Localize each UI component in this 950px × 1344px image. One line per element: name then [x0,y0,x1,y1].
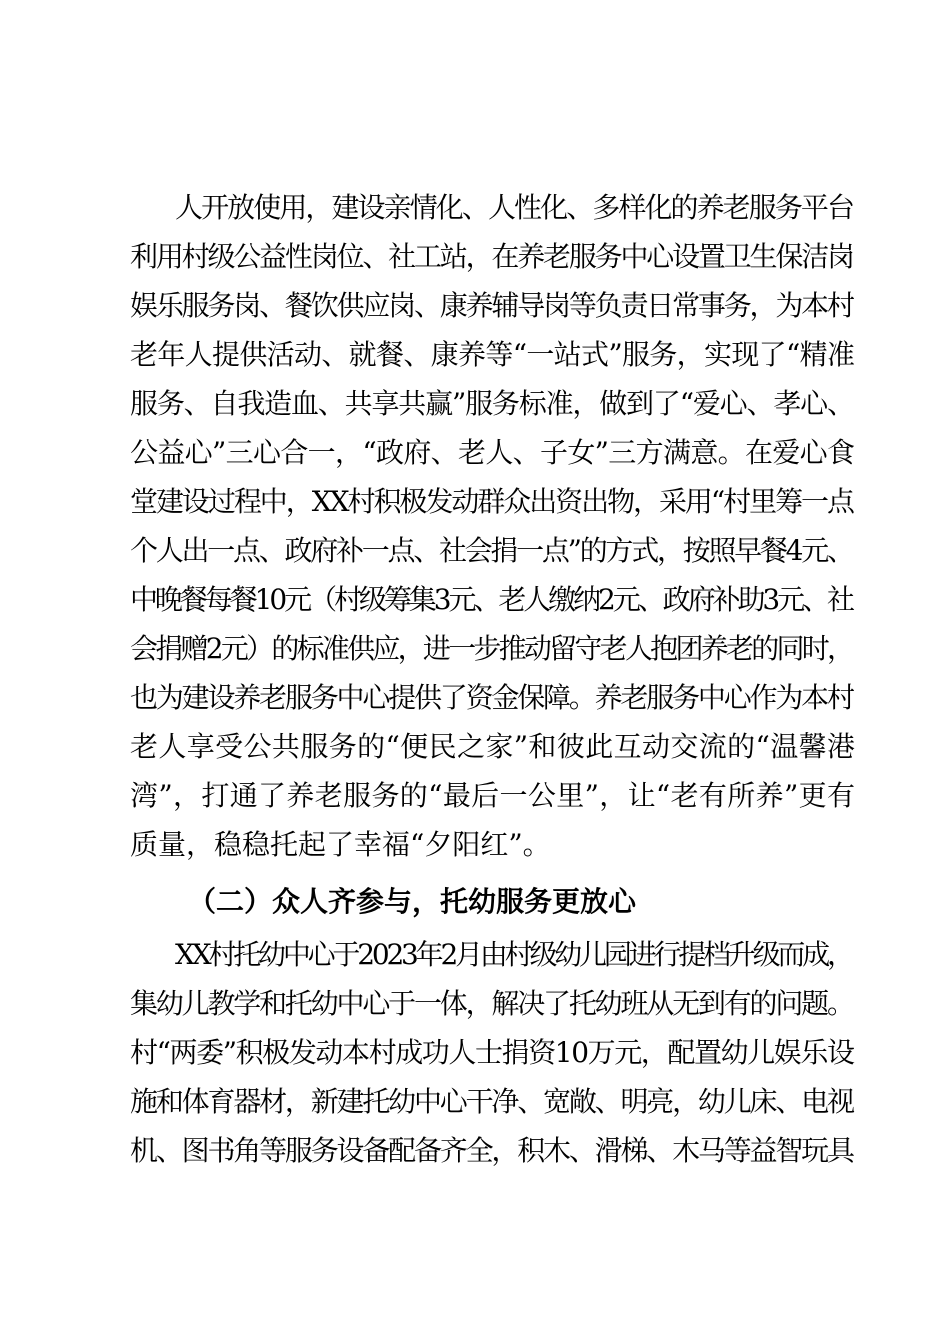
paragraph-1-line-5-text: 服务、自我造血、共享共赢”服务标准，做到了“爱心、孝心、 [130,387,854,420]
paragraph-2-line-4 [0,1077,950,1127]
paragraph-2-line-2-text: 集幼儿教学和托幼中心于一体，解决了托幼班从无到有的问题。 [130,987,853,1020]
paragraph-1-line-4 [0,330,950,380]
paragraph-1-line-7 [0,477,950,527]
section-heading [0,877,950,927]
paragraph-1-line-14 [0,820,950,870]
paragraph-2-line-2 [0,979,950,1029]
paragraph-1-line-2 [0,232,950,282]
paragraph-1-line-6 [0,428,950,478]
paragraph-2-line-3 [0,1028,950,1078]
paragraph-1-line-4-text: 老年人提供活动、就餐、康养等“一站式”服务，实现了“精准 [130,338,855,371]
paragraph-2-line-5 [0,1126,950,1176]
paragraph-1-line-5 [0,379,950,429]
paragraph-1-line-8-text: 个人出一点、政府补一点、社会捐一点”的方式，按照早餐4元、 [130,534,853,567]
paragraph-1-line-1-text: 人开放使用，建设亲情化、人性化、多样化的养老服务平台 [175,191,854,224]
paragraph-1-line-9 [0,575,950,625]
paragraph-1-line-8 [0,526,950,576]
paragraph-1-line-9-text: 中晚餐每餐10元（村级筹集3元、老人缴纳2元、政府补助3元、社 [130,583,852,616]
paragraph-1-line-13-text: 湾”，打通了养老服务的“最后一公里”，让“老有所养”更有 [130,779,856,812]
paragraph-1-line-10 [0,624,950,674]
paragraph-1-line-12 [0,722,950,772]
paragraph-2-line-1-text: XX村托幼中心于2023年2月由村级幼儿园进行提档升级而成， [175,938,852,971]
paragraph-1-line-3-text: 娱乐服务岗、餐饮供应岗、康养辅导岗等负责日常事务，为本村 [130,289,853,322]
paragraph-2-line-5-text: 机、图书角等服务设备配备齐全，积木、滑梯、木马等益智玩具 [130,1134,853,1167]
paragraph-1-line-1 [0,183,950,233]
paragraph-1-line-10-text: 会捐赠2元）的标准供应，进一步推动留守老人抱团养老的同时， [130,632,853,665]
paragraph-1-line-6-text: 公益心”三心合一，“政府、老人、子女”三方满意。在爱心食 [130,436,855,469]
paragraph-1-line-11-text: 也为建设养老服务中心提供了资金保障。养老服务中心作为本村 [130,681,853,714]
section-heading-text: （二）众人齐参与，托幼服务更放心 [188,885,637,918]
paragraph-1-line-3 [0,281,950,331]
paragraph-1-line-13 [0,771,950,821]
paragraph-2-line-1 [0,930,950,980]
paragraph-2-line-3-text: 村“两委”积极发动本村成功人士捐资10万元，配置幼儿娱乐设 [130,1036,854,1069]
paragraph-1-line-2-text: 利用村级公益性岗位、社工站，在养老服务中心设置卫生保洁岗 [130,240,853,273]
paragraph-2-line-4-text: 施和体育器材，新建托幼中心干净、宽敞、明亮，幼儿床、电视 [130,1085,853,1118]
paragraph-1-line-11 [0,673,950,723]
paragraph-1-line-7-text: 堂建设过程中，XX村积极发动群众出资出物，采用“村里筹一点 [130,485,853,518]
paragraph-1-line-12-text: 老人享受公共服务的“便民之家”和彼此互动交流的“温馨港 [130,730,856,763]
paragraph-1-line-14-text: 质量，稳稳托起了幸福“夕阳红”。 [130,828,551,861]
